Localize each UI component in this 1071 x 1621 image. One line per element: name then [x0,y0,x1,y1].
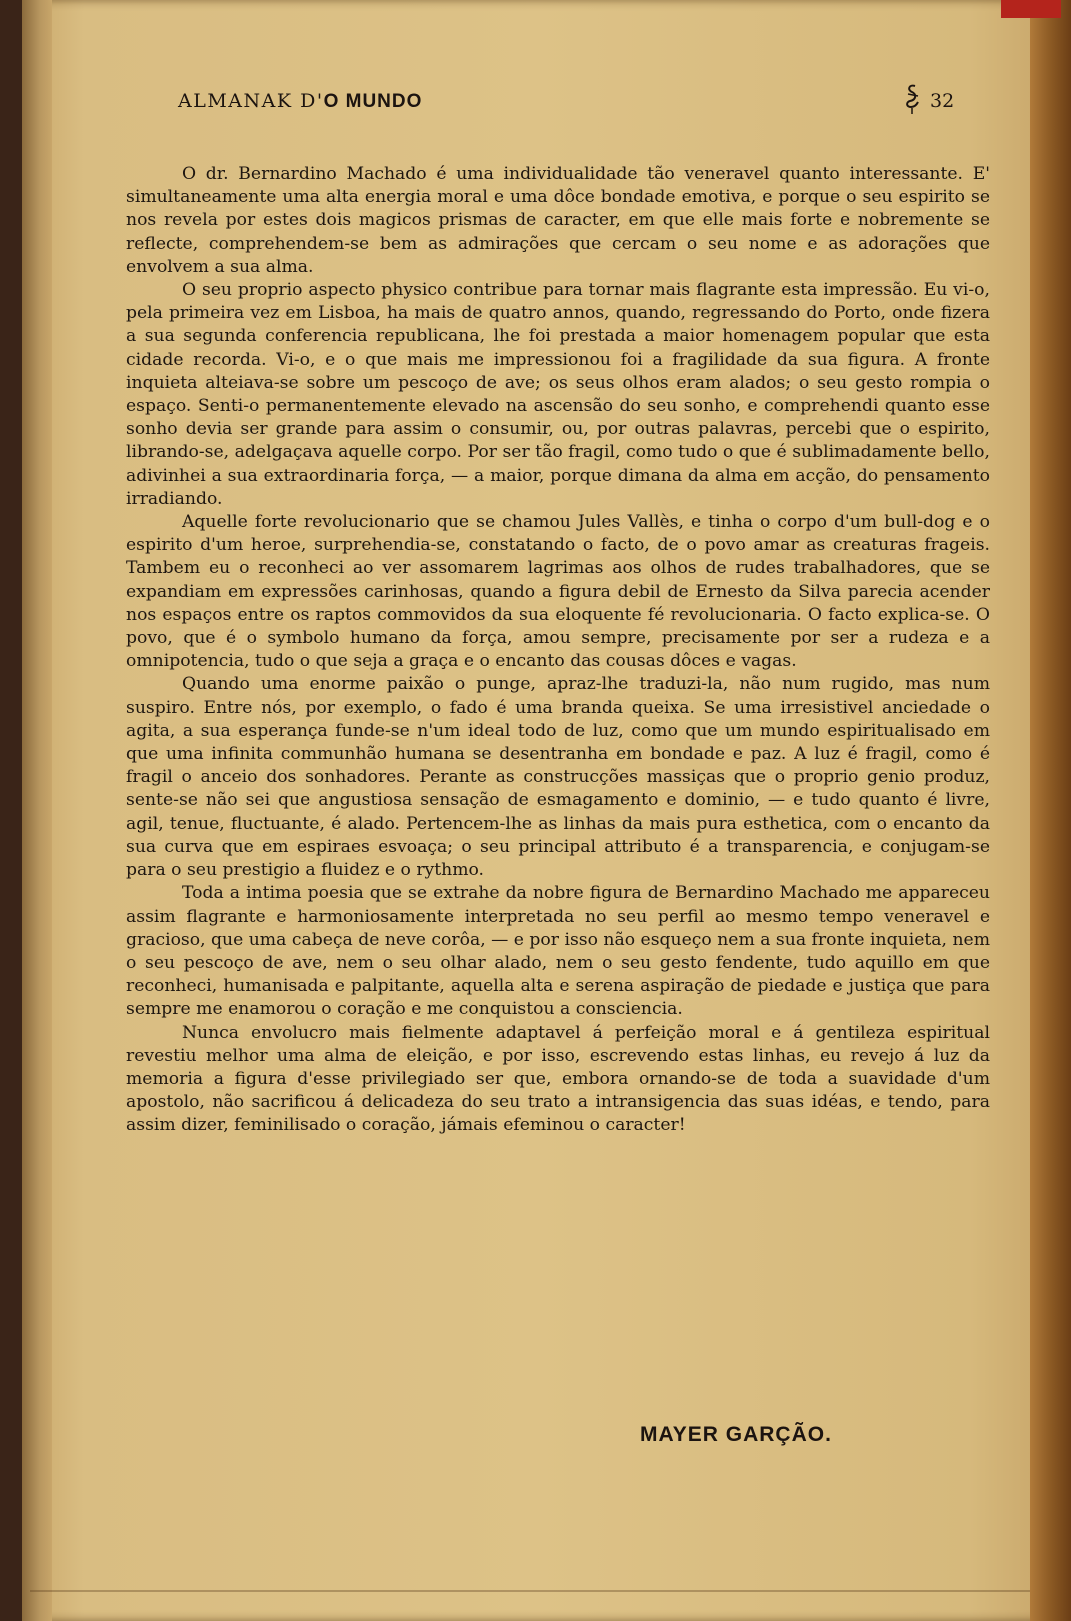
paragraph: Nunca envolucro mais fielmente adaptavel á perfeição moral e á gentileza espiritual revestiu melhor uma alma de eleição, e por isso, escrevendo estas linhas, eu revejo á luz da memoria a figura d'esse privilegiado ser que, embora ornando-se de toda a suavidade d'um apostolo, não sacrificou á delicadeza do seu trato a intransigencia das suas idéas, e tendo, para assim dizer, feminilisado o coração, jámais efeminou o caracter! [126,1022,990,1136]
header-title-prefix: ALMANAK D' [178,90,324,112]
header-title [178,90,422,113]
paragraph: Quando uma enorme paixão o punge, apraz-lhe traduzi-la, não num rugido, mas num suspiro. Entre nós, por exemplo, o fado é uma branda queixa. Se uma irresistivel anciedade o agita, a sua esperança funde-se n'um ideal todo de luz, como que um mundo espiritualisado em que uma infinita communhão humana se desentranha em bondade e paz. A luz é fragil, como é fragil o anceio dos sonhadores. Perante as construcções massiças que o proprio genio produz, sente-se não sei que angustiosa sensação de esmagamento e dominio, — e tudo quanto é livre, agil, tenue, fluctuante, é alado. Pertencem-lhe as linhas da mais pura esthetica, com o encanto da sua curva que em espiraes esvoaça; o seu principal attributo é a transparencia, e conjugam-se para o seu prestigio a fluidez e o rythmo. [126,674,990,881]
book-spine [22,0,52,1621]
ampersand-flourish-icon [902,82,922,116]
page-edge [1030,0,1071,1621]
paragraph: Toda a intima poesia que se extrahe da nobre figura de Bernardino Machado me appareceu assim flagrante e harmoniosamente interpretada no seu perfil ao mesmo tempo veneravel e gracioso, que uma cabeça de neve corôa, — e por isso não esqueço nem a sua fronte inquieta, nem o seu pescoço de ave, nem o seu olhar alado, nem o seu gesto fendente, tudo aquillo em que reconheci, humanisada e palpitante, aquella alta e serena aspiração de piedade e justiça que para sempre me enamorou o coração e me conquistou a consciencia. [126,883,990,1020]
paragraph: Aquelle forte revolucionario que se chamou Jules Vallès, e tinha o corpo d'um bull-dog e o espirito d'um heroe, surprehendia-se, constatando o facto, de o povo amar as creaturas frageis. Tambem eu o reconheci ao ver assomarem lagrimas aos olhos de rudes trabalhadores, que se expandiam em expressões carinhosas, quando a figura debil de Ernesto da Silva parecia acender nos espaços entre os raptos commovidos da sua eloquente fé revolucionaria. O facto explica-se. O povo, que é o symbolo humano da força, amou sempre, precisamente por ser a rudeza e a omnipotencia, tudo o que seja a graça e o encanto das cousas dôces e vagas. [126,512,990,672]
paragraph: O dr. Bernardino Machado é uma individualidade tão veneravel quanto interessante. E' simultaneamente uma alta energia moral e uma dôce bondade emotiva, e porque o seu espirito se nos revela por estes dois magicos prismas de caracter, em que elle mais forte e nobremente se reflecte, comprehendem-se bem as admirações que cercam o seu nome e as adorações que envolvem a sua alma. [126,164,990,277]
red-bookmark-tab [1001,0,1061,18]
author-signature: MAYER GARÇÃO. [640,1423,832,1446]
bottom-rule [30,1590,1030,1592]
page-number: 32 [930,90,955,112]
header-title-bold: O MUNDO [323,91,423,112]
paragraph: O seu proprio aspecto physico contribue para tornar mais flagrante esta impressão. Eu vi-o, pela primeira vez em Lisboa, ha mais de quatro annos, quando, regressando do Porto, onde fizera a sua segunda conferencia republicana, lhe foi prestada a maior homenagem popular que esta cidade recorda. Vi-o, e o que mais me impressionou foi a fragilidade da sua figura. A fronte inquieta alteiava-se sobre um pescoço de ave; os seus olhos eram alados; o seu gesto rompia o espaço. Senti-o permanentemente elevado na ascensão do seu sonho, e comprehendi quanto esse sonho devia ser grande para assim o consumir, ou, por outras palavras, percebi que o espirito, librando-se, adelgaçava aquelle corpo. Por ser tão fragil, como tudo o que é sublimadamente bello, adivinhei a sua extraordinaria força, — a maior, porque dimana da alma em acção, do pensamento irradiando. [126,280,990,509]
article-body [126,163,990,1138]
running-header [178,90,978,120]
